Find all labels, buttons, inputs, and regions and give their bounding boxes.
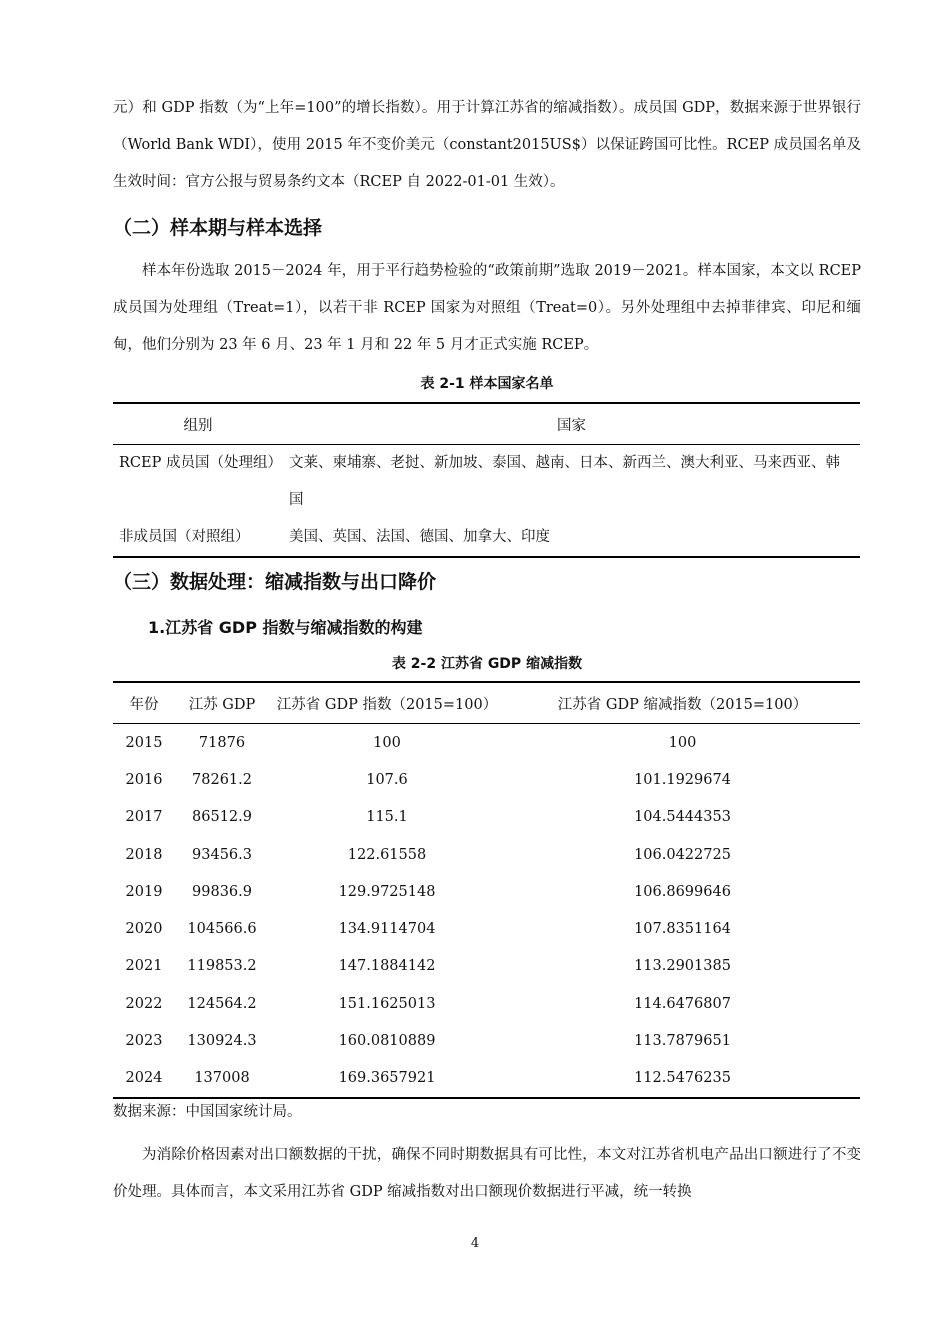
table-2-header-row (113, 682, 860, 724)
table-1-header-row (113, 403, 860, 445)
table-2-deflator-cell: 106.0422725 (634, 846, 731, 863)
table-2-deflator-cell: 100 (668, 734, 697, 751)
table-1-group-cell: RCEP 成员国（处理组） (119, 455, 282, 471)
table-2-gdp-index-cell: 147.1884142 (338, 958, 436, 975)
table-2-gdp-cell: 71876 (198, 734, 246, 751)
closing-paragraph: 为消除价格因素对出口额数据的干扰，确保不同时期数据具有可比性，本文对江苏省机电产品出口额进行了不变价处理。具体而言，本文采用江苏省 GDP 缩减指数对出口额现价数据进行平减，统一转换 (113, 1147, 861, 1200)
table-2-row (113, 910, 860, 947)
table-2-gdp-index-cell: 100 (373, 734, 401, 751)
table-2-deflator-cell: 107.8351164 (634, 921, 731, 938)
table-2-header-deflator: 江苏省 GDP 缩减指数（2015=100） (505, 682, 860, 724)
table-2-year-cell: 2018 (125, 846, 163, 863)
table-2-gdp-index-cell: 151.1625013 (338, 995, 436, 1012)
table-2-deflator-cell: 113.7879651 (634, 1033, 731, 1050)
table-2-header-gdp-index: 江苏省 GDP 指数（2015=100） (269, 682, 505, 724)
table-2-gdp-index-cell: 134.9114704 (338, 921, 436, 938)
table-2-deflator-cell: 104.5444353 (634, 809, 731, 826)
table-2-deflator-cell: 101.1929674 (634, 771, 731, 788)
subsection-1-heading: 1.江苏省 GDP 指数与缩减指数的构建 (148, 618, 423, 637)
table-2-year-cell: 2021 (125, 958, 163, 975)
table-2-row (113, 761, 860, 798)
table-2-caption: 表 2-2 江苏省 GDP 缩减指数 (391, 656, 583, 672)
table-2-gdp-cell: 137008 (194, 1070, 250, 1087)
table-1-caption: 表 2-1 样本国家名单 (420, 376, 554, 392)
table-1-header-countries: 国家 (283, 403, 860, 445)
table-2-row (113, 948, 860, 985)
table-2-row (113, 985, 860, 1022)
table-2-gdp-cell: 86512.9 (192, 809, 252, 826)
table-2-gdp-index-cell: 169.3657921 (338, 1070, 436, 1087)
table-2-row (113, 1022, 860, 1059)
table-2-year-cell: 2017 (125, 809, 163, 826)
gdp-deflator-table (113, 681, 860, 1099)
table-1-row (113, 445, 860, 520)
table-2-year-cell: 2022 (125, 995, 163, 1012)
table-2-row (113, 724, 860, 762)
table-2-gdp-cell: 130924.3 (187, 1033, 257, 1050)
table-2-gdp-cell: 99836.9 (192, 883, 252, 900)
table-2-row (113, 836, 860, 873)
table-2-year-cell: 2015 (125, 734, 163, 751)
table-2-header-gdp: 江苏 GDP (175, 682, 269, 724)
table-2-deflator-cell: 114.6476807 (634, 995, 731, 1012)
table-2-gdp-cell: 124564.2 (187, 995, 257, 1012)
page-number: 4 (470, 1236, 480, 1251)
section-3-heading: （三）数据处理：缩减指数与出口降价 (113, 571, 437, 593)
table-2-gdp-index-cell: 129.9725148 (338, 883, 436, 900)
table-2-year-cell: 2016 (125, 771, 163, 788)
table-2-gdp-cell: 119853.2 (187, 958, 257, 975)
table-2-header-year: 年份 (113, 682, 175, 724)
table-2-year-cell: 2019 (125, 883, 163, 900)
table-2-gdp-cell: 104566.6 (187, 921, 257, 938)
table-2-gdp-index-cell: 160.0810889 (338, 1033, 436, 1050)
table-2-gdp-index-cell: 115.1 (366, 809, 408, 826)
table-1-row (113, 519, 860, 557)
table-2-source-note: 数据来源：中国国家统计局。 (113, 1104, 302, 1120)
table-2-year-cell: 2023 (125, 1033, 163, 1050)
table-2-deflator-cell: 106.8699646 (634, 883, 731, 900)
table-2-row (113, 799, 860, 836)
table-2-row (113, 1060, 860, 1098)
table-1-countries-cell: 美国、英国、法国、德国、加拿大、印度 (289, 529, 550, 545)
table-2-year-cell: 2024 (125, 1070, 163, 1087)
table-2-gdp-cell: 93456.3 (192, 846, 252, 863)
table-2-year-cell: 2020 (125, 921, 163, 938)
table-1-countries-cell: 文莱、柬埔寨、老挝、新加坡、泰国、越南、日本、新西兰、澳大利亚、马来西亚、韩国 (289, 455, 840, 508)
section-2-paragraph: 样本年份选取 2015－2024 年，用于平行趋势检验的“政策前期”选取 2019－2021。样本国家，本文以 RCEP 成员国为处理组（Treat=1），以若干非 RCEP 国家为对照组（Treat=0）。另外处理组中去掉菲律宾、印尼和缅甸，他们分别为 23 年 6 月、23 年 1 月和 22 年 5 月才正式实施 RCEP。 (113, 263, 861, 353)
table-1-header-group: 组别 (113, 403, 283, 445)
table-2-deflator-cell: 113.2901385 (634, 958, 731, 975)
table-2-row (113, 873, 860, 910)
sample-countries-table (113, 402, 860, 558)
intro-paragraph: 元）和 GDP 指数（为“上年=100”的增长指数）。用于计算江苏省的缩减指数）。成员国 GDP，数据来源于世界银行（World Bank WDI），使用 2015 年不变价美元（constant2015US$）以保证跨国可比性。RCEP 成员国名单及生效时间：官方公报与贸易条约文本（RCEP 自 2022-01-01 生效）。 (113, 100, 861, 190)
table-1-group-cell: 非成员国（对照组） (119, 529, 250, 545)
table-2-gdp-index-cell: 107.6 (366, 771, 408, 788)
table-2-gdp-cell: 78261.2 (192, 771, 252, 788)
section-2-heading: （二）样本期与样本选择 (113, 217, 323, 239)
table-2-deflator-cell: 112.5476235 (634, 1070, 731, 1087)
table-2-gdp-index-cell: 122.61558 (347, 846, 427, 863)
